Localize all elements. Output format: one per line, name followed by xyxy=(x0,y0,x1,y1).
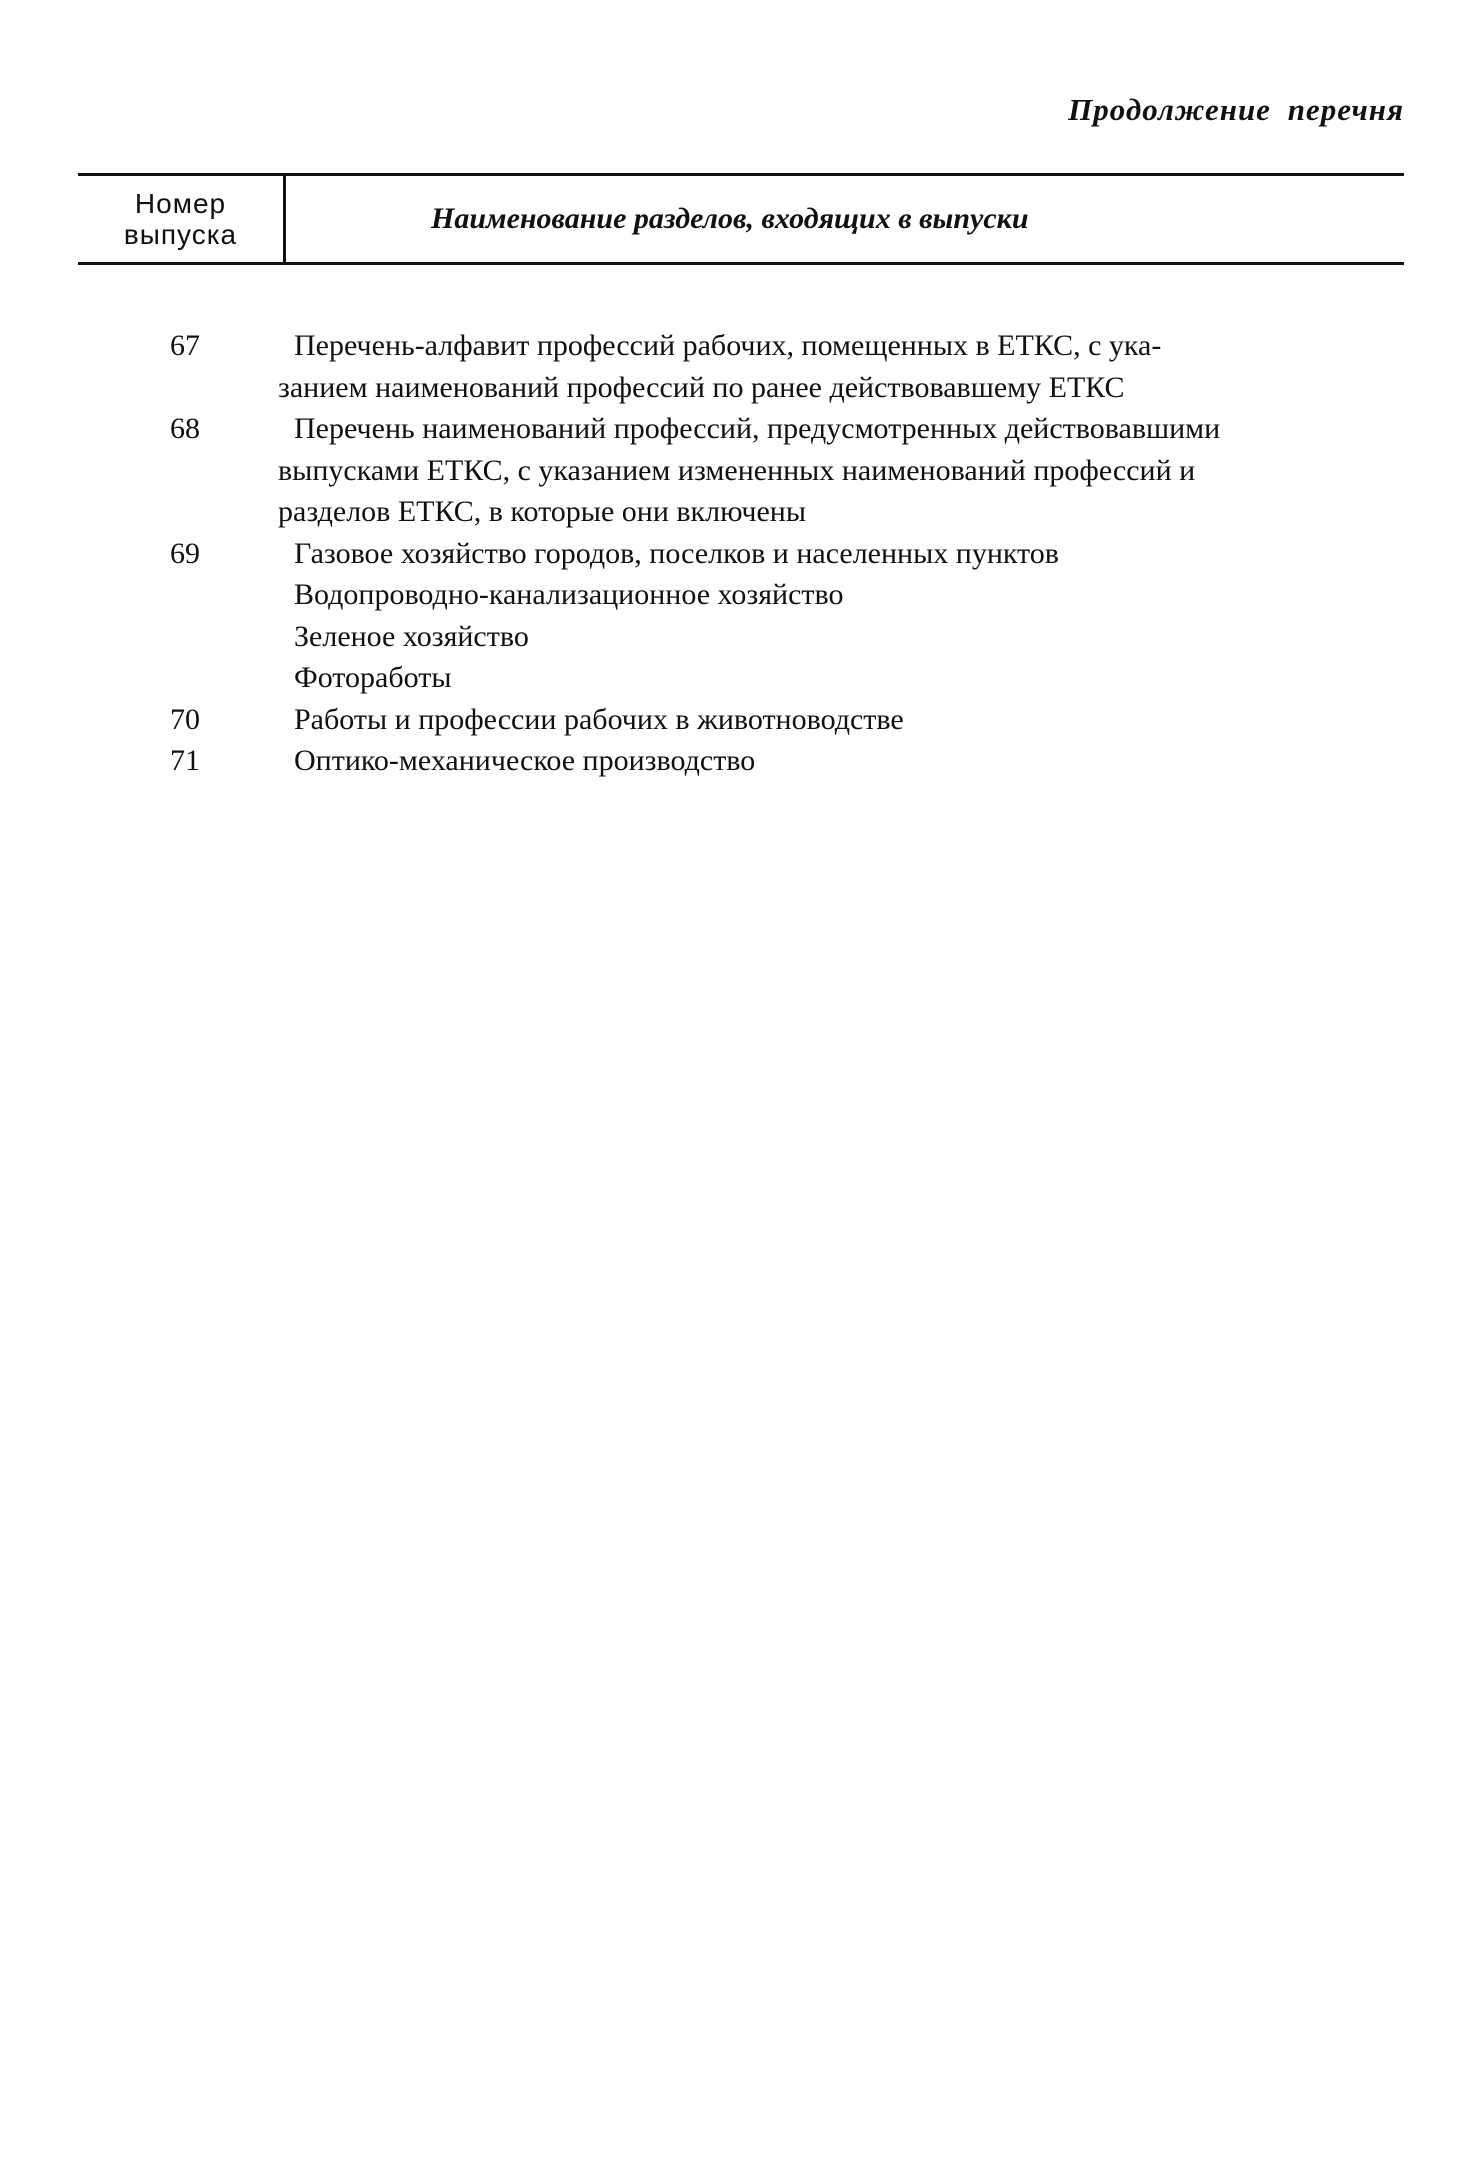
issue-number: 71 xyxy=(170,744,200,777)
table-header xyxy=(78,173,1404,265)
column-header-number-line2: выпуска xyxy=(123,219,238,250)
continuation-heading: Продолжение перечня xyxy=(1068,92,1404,127)
table-row xyxy=(0,699,1472,741)
section-line: выпусками ЕТКС, с указанием измененных наименований профессий и xyxy=(278,453,1196,487)
column-header-number-line1: Номер xyxy=(134,188,227,219)
issue-number: 69 xyxy=(170,536,200,570)
section-line: разделов ЕТКС, в которые они включены xyxy=(278,495,806,528)
section-line: Зеленое хозяйство xyxy=(294,619,529,653)
table-body xyxy=(0,325,1472,782)
section-line: Перечень-алфавит профессий рабочих, помещенных в ЕТКС, с ука- xyxy=(294,329,1162,362)
section-line: Фотоработы xyxy=(294,661,452,694)
issue-number: 70 xyxy=(170,702,200,736)
table-row xyxy=(0,574,1472,616)
section-name xyxy=(278,616,1418,658)
section-name xyxy=(278,657,1418,699)
table-row xyxy=(0,616,1472,658)
section-name xyxy=(278,574,1418,616)
section-name xyxy=(278,533,1418,575)
table-row xyxy=(0,740,1472,782)
section-line: Водопроводно-канализационное хозяйство xyxy=(294,578,844,611)
section-name xyxy=(278,325,1418,408)
section-name xyxy=(278,699,1418,741)
table-row xyxy=(0,325,1472,408)
section-name xyxy=(278,740,1418,782)
section-line: занием наименований профессий по ранее действовавшему ЕТКС xyxy=(278,370,1125,404)
column-header-title: Наименование разделов, входящих в выпуски xyxy=(431,202,1029,235)
table-row xyxy=(0,657,1472,699)
section-line: Газовое хозяйство городов, поселков и населенных пунктов xyxy=(294,536,1059,570)
section-line: Перечень наименований профессий, предусмотренных действовавшими xyxy=(294,412,1221,445)
section-name xyxy=(278,408,1418,533)
issue-number: 68 xyxy=(170,412,200,445)
table-row xyxy=(0,533,1472,575)
section-line: Работы и профессии рабочих в животноводстве xyxy=(294,702,904,736)
table-row xyxy=(0,408,1472,533)
issue-number: 67 xyxy=(170,329,200,362)
section-line: Оптико-механическое производство xyxy=(294,744,756,777)
column-header-number xyxy=(78,176,286,262)
